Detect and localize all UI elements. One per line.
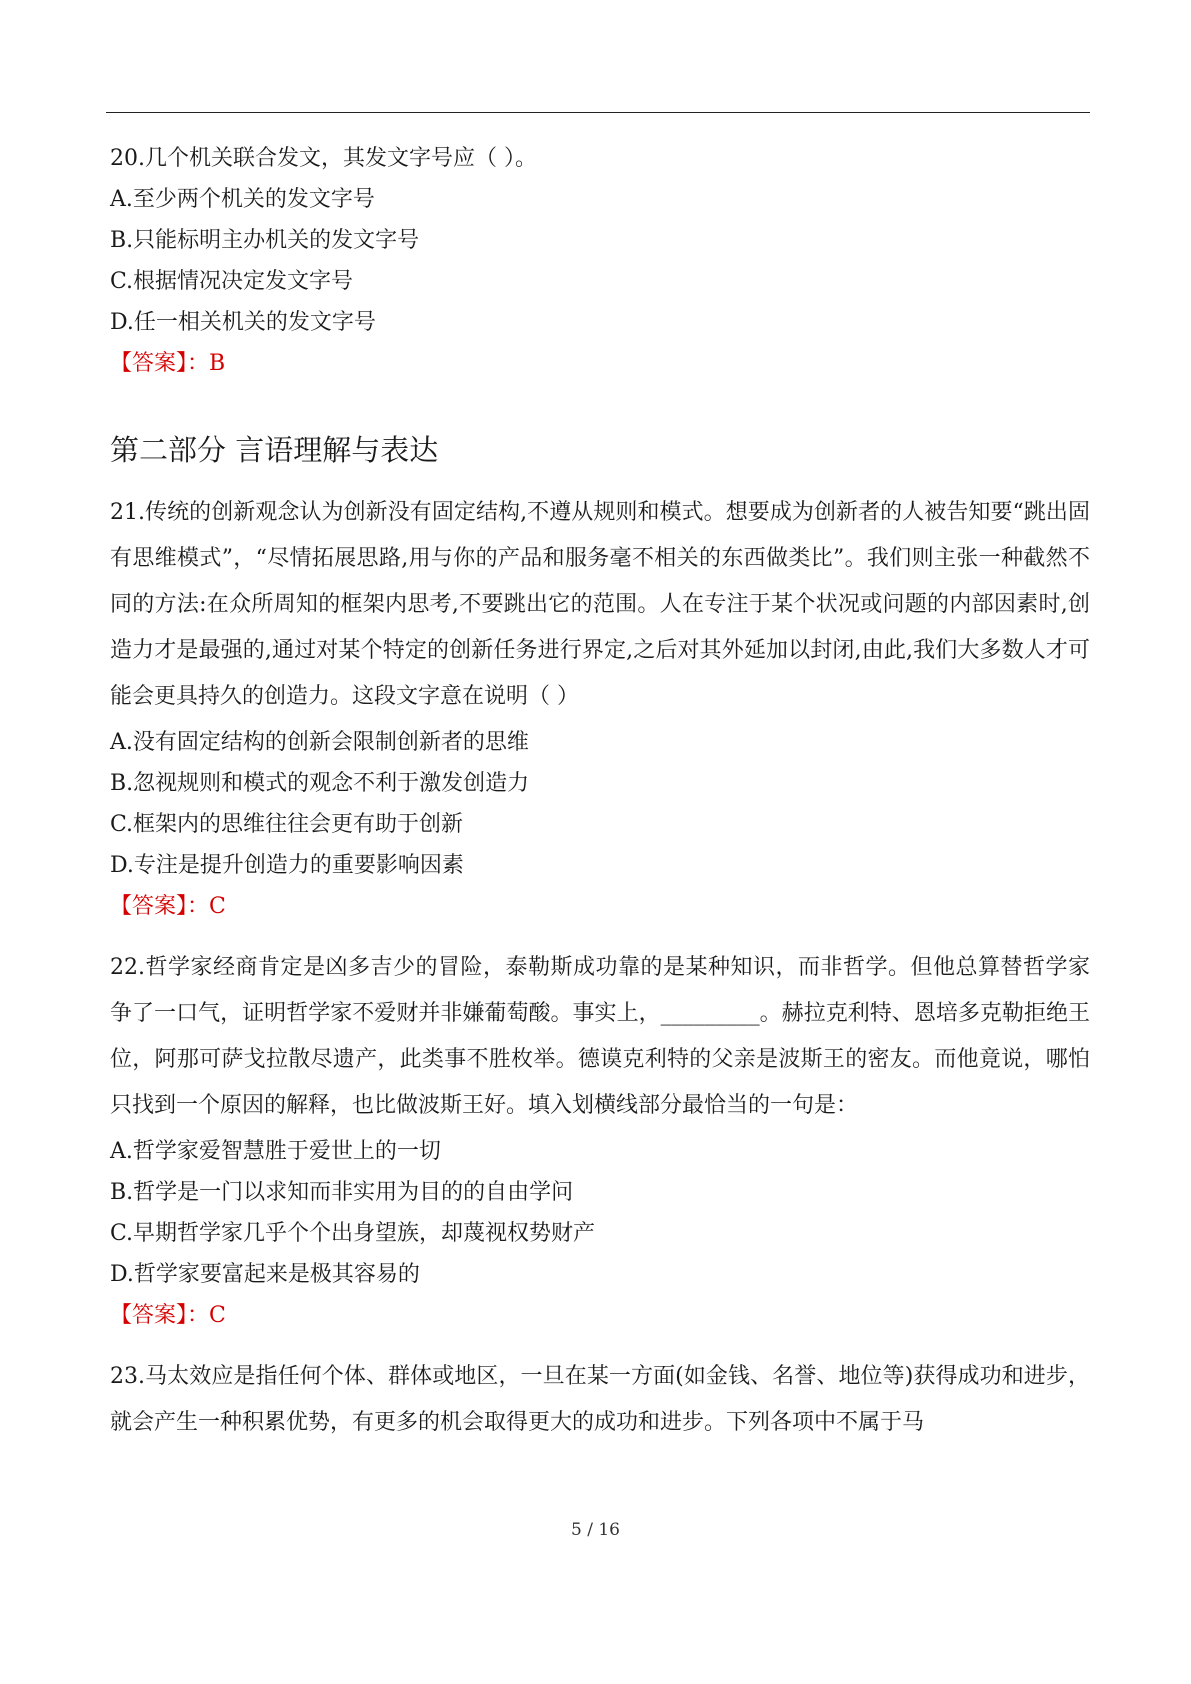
option-c: C.框架内的思维往往会更有助于创新 [110, 812, 464, 837]
answer-value: B [209, 351, 226, 376]
header-divider [106, 112, 1090, 113]
option-c: C.早期哲学家几乎个个出身望族，却蔑视权势财产 [110, 1221, 596, 1246]
answer-value: C [209, 1303, 226, 1328]
option-d: D.专注是提升创造力的重要影响因素 [110, 853, 464, 878]
option-a: A.哲学家爱智慧胜于爱世上的一切 [110, 1139, 441, 1164]
option-d: D.任一相关机关的发文字号 [110, 310, 376, 335]
answer-label: 【答案】： [110, 351, 210, 376]
page-content [110, 138, 1090, 1446]
question-stem: 22.哲学家经商肯定是凶多吉少的冒险，泰勒斯成功靠的是某种知识，而非哲学。但他总算替哲学家争了一口气，证明哲学家不爱财并非嫌葡萄酸。事实上，_________。赫拉克利特、恩培多克勒拒绝王位，阿那可萨戈拉散尽遗产，此类事不胜枚举。德谟克利特的父亲是波斯王的密友。而他竟说，哪怕只找到一个原因的解释，也比做波斯王好。填入划横线部分最恰当的一句是： [110, 955, 1090, 1118]
option-c: C.根据情况决定发文字号 [110, 269, 354, 294]
question-stem: 21.传统的创新观念认为创新没有固定结构,不遵从规则和模式。想要成为创新者的人被告知要“跳出固有思维模式”，“尽情拓展思路,用与你的产品和服务毫不相关的东西做类比”。我们则主张一种截然不同的方法:在众所周知的框架内思考,不要跳出它的范围。人在专注于某个状况或问题的内部因素时,创造力才是最强的,通过对某个特定的创新任务进行界定,之后对其外延加以封闭,由此,我们大多数人才可能会更具持久的创造力。这段文字意在说明（ ） [110, 500, 1090, 709]
question-20 [110, 138, 1090, 384]
option-a: A.没有固定结构的创新会限制创新者的思维 [110, 730, 529, 755]
option-a: A.至少两个机关的发文字号 [110, 187, 375, 212]
answer-label: 【答案】： [110, 894, 210, 919]
question-23 [110, 1354, 1090, 1446]
question-22 [110, 945, 1090, 1336]
option-d: D.哲学家要富起来是极其容易的 [110, 1262, 420, 1287]
answer-label: 【答案】： [110, 1303, 210, 1328]
question-stem: 20.几个机关联合发文，其发文字号应（ ）。 [110, 146, 537, 171]
option-b: B.只能标明主办机关的发文字号 [110, 228, 420, 253]
answer-line [110, 886, 1090, 927]
section-title: 第二部分 言语理解与表达 [110, 433, 439, 467]
answer-value: C [209, 894, 226, 919]
option-b: B.忽视规则和模式的观念不利于激发创造力 [110, 771, 530, 796]
question-stem: 23.马太效应是指任何个体、群体或地区，一旦在某一方面(如金钱、名誉、地位等)获得成功和进步，就会产生一种积累优势，有更多的机会取得更大的成功和进步。下列各项中不属于马 [110, 1364, 1090, 1435]
answer-line [110, 1295, 1090, 1336]
option-b: B.哲学是一门以求知而非实用为目的的自由学问 [110, 1180, 574, 1205]
page-number: 5 / 16 [571, 1520, 620, 1540]
question-21 [110, 490, 1090, 927]
answer-line [110, 343, 1090, 384]
